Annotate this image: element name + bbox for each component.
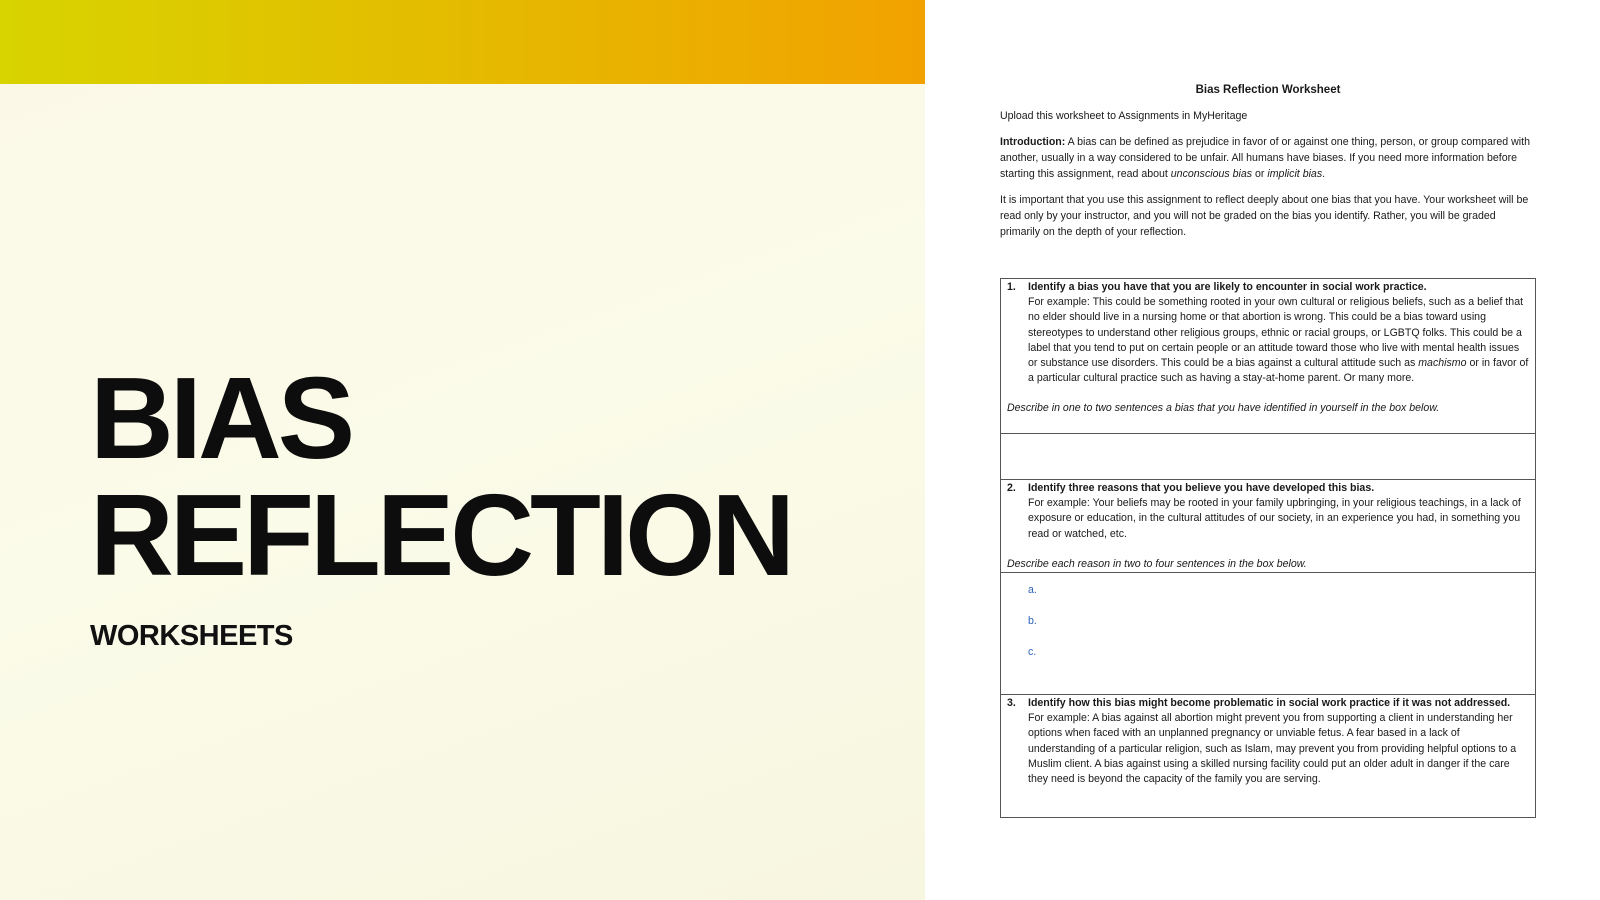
question-1-heading-row [1007, 280, 1529, 295]
question-1-cell [1001, 279, 1535, 434]
intro-paragraph [1000, 134, 1536, 182]
question-2-example: For example: Your beliefs may be rooted in your family upbringing, in your religious teachings, in a lack of exposure or education, in the cultural attitudes of our society, in an experience you had, in something you read or watched, etc. [1028, 497, 1521, 540]
question-3-example: For example: A bias against all abortion might prevent you from supporting a client in understanding her options when faced with an unplanned pregnancy or unviable fetus. A fear based in a lack of understanding of a particular religion, such as Islam, may prevent you from providing helpful options to a Muslim client. A bias against using a skilled nursing facility could put an older adult in danger if the care they need is beyond the capacity of the family you are serving. [1028, 712, 1517, 786]
question-1-example-text-1: For example: This could be something rooted in your own cultural or religious beliefs, such as a belief that no elder should live in a nursing home or that abortion is wrong. This could be a bias toward using stereotypes to understand other religious groups, ethnic or racial groups, or LGBTQ folks. This could be a label that you tend to put on certain people or an attitude toward those who live with mental health issues or substance use disorders. This could be a bias against a cultural attitude such as [1028, 296, 1524, 370]
question-1-prompt: Describe in one to two sentences a bias that you have identified in yourself in the box below. [1007, 402, 1440, 415]
question-2-heading: Identify three reasons that you believe you have developed this bias. [1028, 482, 1375, 494]
hero-title [90, 353, 792, 600]
reason-item-c: c. [1028, 646, 1037, 658]
intro-em-1: unconscious bias [1170, 168, 1253, 180]
question-2-heading-row [1007, 481, 1529, 496]
upload-note: Upload this worksheet to Assignments in MyHeritage [1000, 110, 1248, 122]
worksheet-title: Bias Reflection Worksheet [1195, 84, 1341, 96]
answer-box-1[interactable] [1001, 434, 1535, 480]
hero-title-line1: BIAS [90, 353, 352, 483]
intro-text-3: . [1322, 168, 1326, 180]
question-3-heading-row [1007, 696, 1529, 711]
intro-em-2: implicit bias [1267, 168, 1323, 180]
question-1-example-em: machismo [1418, 357, 1467, 370]
hero-title-line2: REFLECTION [90, 470, 792, 600]
hero-subtitle: WORKSHEETS [90, 620, 293, 652]
question-2-prompt: Describe each reason in two to four sentences in the box below. [1007, 557, 1307, 570]
question-2-cell [1001, 480, 1535, 573]
intro-label: Introduction: [1000, 136, 1066, 148]
gradient-band [0, 0, 925, 84]
worksheet-document [1000, 82, 1536, 250]
question-1-example-text-2: or in favor of a particular cultural practice such as having a stay-at-home parent. Or many more. [1028, 357, 1529, 385]
question-1-example [1007, 295, 1529, 386]
question-3-cell [1001, 695, 1535, 817]
worksheet-table [1000, 278, 1536, 818]
intro-text-2: or [1252, 168, 1268, 180]
question-1-number: 1. [1007, 281, 1016, 293]
question-3-number: 3. [1007, 697, 1016, 709]
question-2-number: 2. [1007, 482, 1016, 494]
answer-box-2[interactable] [1001, 573, 1535, 695]
reason-item-b: b. [1028, 615, 1037, 627]
reason-item-a: a. [1028, 584, 1037, 596]
intro-text-1: A bias can be defined as prejudice in favor of or against one thing, person, or group compared with another, usually in a way considered to be unfair. All humans have biases. If you need more information before starting this assignment, read about [1000, 136, 1530, 180]
instructions-paragraph: It is important that you use this assignment to reflect deeply about one bias that you have. Your worksheet will be read only by your instructor, and you will not be graded on the bias you identify. Rather, you will be graded primarily on the depth of your reflection. [1000, 194, 1529, 238]
question-1-heading: Identify a bias you have that you are likely to encounter in social work practice. [1028, 281, 1427, 293]
question-3-heading: Identify how this bias might become problematic in social work practice if it was not addressed. [1028, 697, 1511, 709]
